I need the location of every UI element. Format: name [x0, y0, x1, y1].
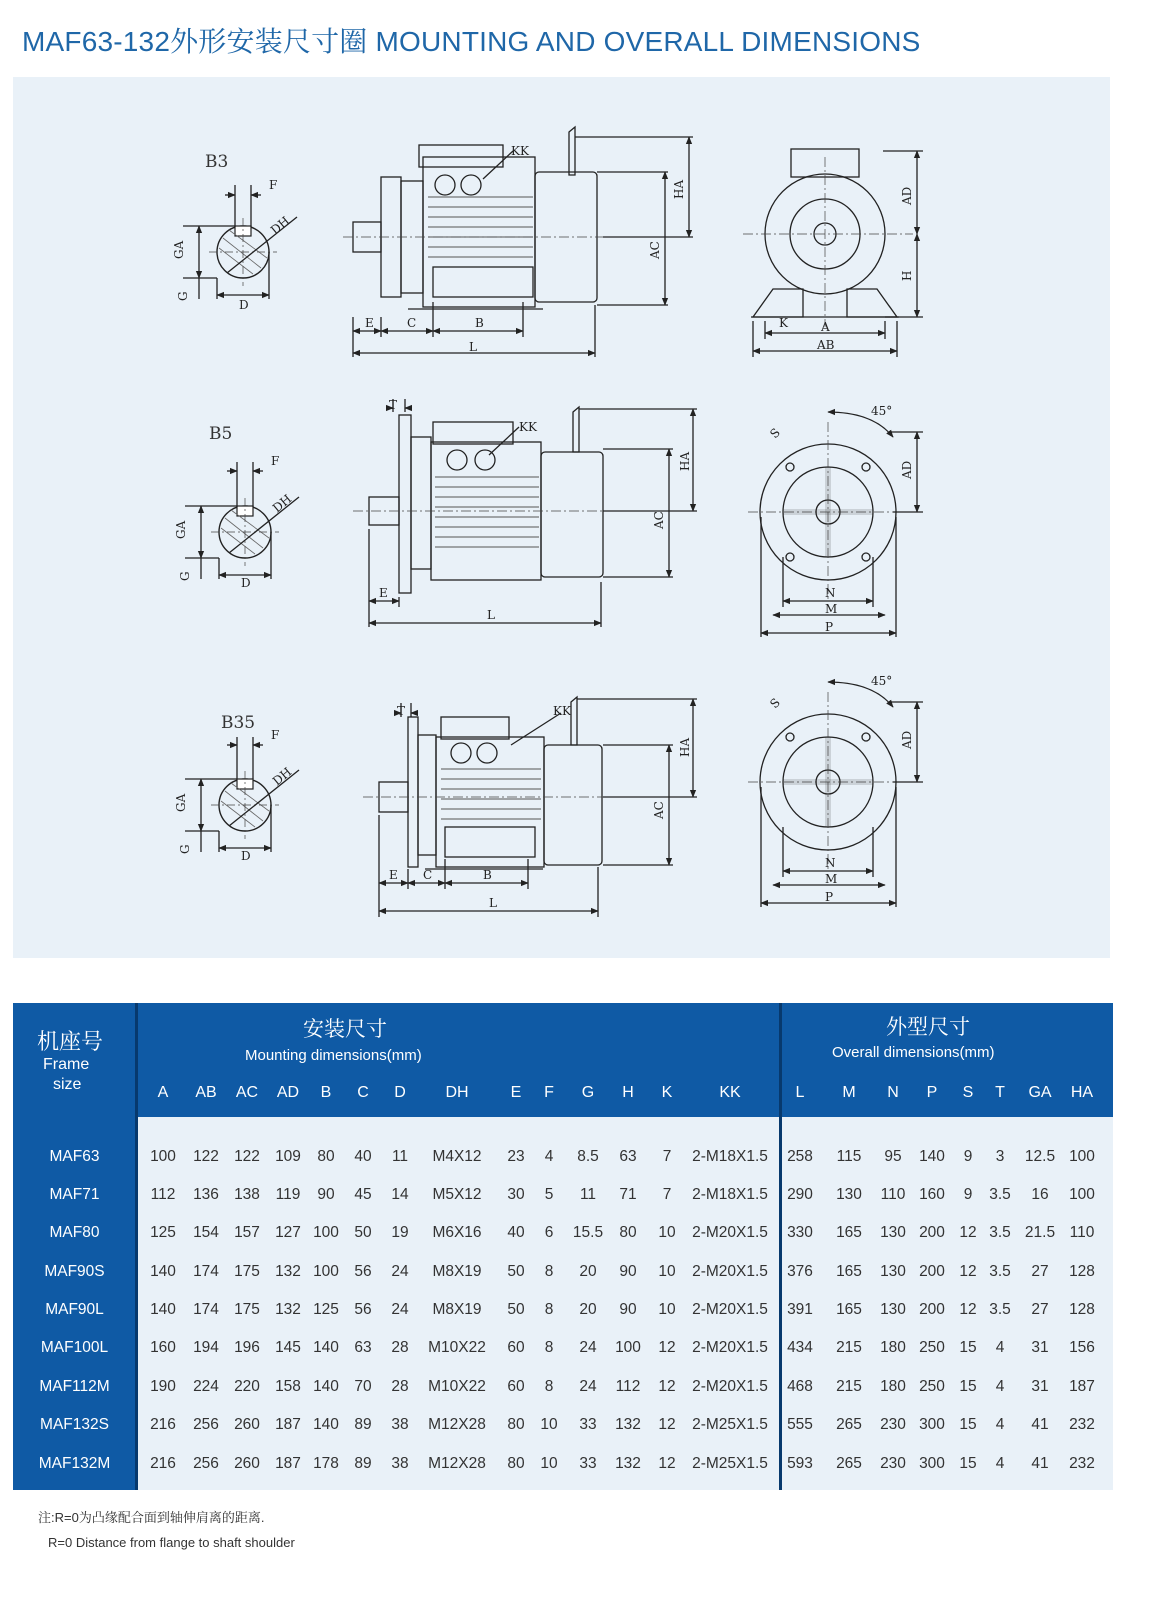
table-cell-d: 14	[391, 1186, 409, 1203]
table-cell-f: 8	[544, 1301, 554, 1318]
column-header-s: S	[962, 1084, 974, 1101]
table-cell-d: 11	[391, 1148, 409, 1165]
frame-size-cell: MAF132M	[38, 1455, 111, 1472]
dim-b-b35: B	[483, 868, 492, 882]
table-cell-dh: M8X19	[432, 1301, 482, 1318]
table-cell-ha: 156	[1069, 1339, 1095, 1356]
table-cell-s: 12	[959, 1224, 977, 1241]
table-cell-e: 60	[507, 1378, 525, 1395]
table-cell-h: 132	[615, 1455, 641, 1472]
table-cell-d: 28	[391, 1378, 409, 1395]
table-cell-e: 80	[507, 1455, 525, 1472]
dim-ad-b5: AD	[900, 460, 914, 479]
table-cell-m: 165	[836, 1224, 862, 1241]
dim-k-b3: K	[779, 316, 788, 330]
table-cell-ad: 187	[275, 1416, 301, 1433]
dim-c-b35: C	[423, 868, 433, 882]
table-cell-k: 12	[658, 1339, 676, 1356]
table-cell-d: 19	[391, 1224, 409, 1241]
overall-header-en: Overall dimensions(mm)	[832, 1044, 995, 1061]
table-cell-l: 555	[787, 1416, 813, 1433]
table-cell-l: 376	[787, 1263, 813, 1280]
table-cell-c: 89	[354, 1455, 372, 1472]
table-cell-f: 4	[544, 1148, 554, 1165]
dim-g-b5: G	[178, 571, 192, 581]
table-cell-m: 165	[836, 1301, 862, 1318]
table-cell-h: 71	[619, 1186, 637, 1203]
table-cell-e: 50	[507, 1263, 525, 1280]
table-cell-h: 80	[619, 1224, 637, 1241]
dim-m-b35: M	[825, 872, 838, 886]
table-cell-s: 9	[963, 1148, 973, 1165]
table-cell-g: 15.5	[572, 1224, 604, 1241]
table-cell-f: 6	[544, 1224, 554, 1241]
table-cell-kk: 2-M18X1.5	[692, 1186, 768, 1203]
table-cell-dh: M10X22	[428, 1339, 486, 1356]
table-cell-a: 216	[150, 1455, 176, 1472]
table-cell-e: 50	[507, 1301, 525, 1318]
table-cell-kk: 2-M25X1.5	[692, 1455, 768, 1472]
table-cell-ab: 174	[193, 1263, 219, 1280]
table-cell-k: 10	[658, 1224, 676, 1241]
table-cell-f: 10	[540, 1416, 558, 1433]
table-cell-m: 130	[836, 1186, 862, 1203]
table-cell-a: 100	[150, 1148, 176, 1165]
table-cell-ab: 174	[193, 1301, 219, 1318]
table-cell-c: 56	[354, 1301, 372, 1318]
column-header-ab: AB	[195, 1084, 217, 1101]
column-header-m: M	[842, 1084, 856, 1101]
dim-ha-b5: HA	[678, 451, 692, 471]
table-cell-s: 15	[959, 1416, 977, 1433]
table-cell-m: 215	[836, 1339, 862, 1356]
table-cell-b: 178	[313, 1455, 339, 1472]
dim-angle-b35: 45°	[871, 674, 893, 688]
table-cell-p: 200	[919, 1301, 945, 1318]
dim-e-b35: E	[389, 868, 398, 882]
table-cell-c: 45	[354, 1186, 372, 1203]
table-cell-d: 24	[391, 1301, 409, 1318]
table-cell-g: 11	[579, 1186, 597, 1203]
column-header-g: G	[581, 1084, 595, 1101]
dim-t-b35: T	[397, 704, 406, 718]
table-cell-b: 140	[313, 1416, 339, 1433]
table-cell-n: 130	[880, 1224, 906, 1241]
column-header-ac: AC	[235, 1084, 259, 1101]
table-cell-d: 38	[391, 1455, 409, 1472]
table-cell-s: 12	[959, 1263, 977, 1280]
table-cell-k: 12	[658, 1378, 676, 1395]
table-cell-ga: 27	[1031, 1301, 1049, 1318]
table-cell-k: 10	[658, 1301, 676, 1318]
table-cell-t: 3.5	[989, 1224, 1011, 1241]
table-cell-m: 265	[836, 1416, 862, 1433]
column-header-h: H	[622, 1084, 634, 1101]
dim-ab-b3: AB	[817, 338, 835, 352]
table-cell-ga: 31	[1031, 1339, 1049, 1356]
table-cell-ga: 12.5	[1024, 1148, 1056, 1165]
table-cell-dh: M8X19	[432, 1263, 482, 1280]
note-en: R=0 Distance from flange to shaft shoulder	[48, 1535, 295, 1550]
dim-f-b35: F	[271, 728, 280, 742]
table-cell-b: 100	[313, 1224, 339, 1241]
dim-p-b35: P	[825, 890, 834, 904]
table-cell-k: 12	[658, 1416, 676, 1433]
note-cn: 注:R=0为凸缘配合面到轴伸肩离的距离.	[38, 1510, 265, 1525]
table-cell-ab: 194	[193, 1339, 219, 1356]
table-cell-a: 190	[150, 1378, 176, 1395]
table-cell-a: 216	[150, 1416, 176, 1433]
table-cell-ab: 122	[193, 1148, 219, 1165]
dim-ac-b35: AC	[652, 801, 666, 819]
table-cell-ad: 158	[275, 1378, 301, 1395]
table-cell-ha: 128	[1069, 1301, 1095, 1318]
column-header-l: L	[795, 1084, 805, 1101]
table-cell-n: 95	[884, 1148, 902, 1165]
table-cell-ad: 127	[275, 1224, 301, 1241]
dim-n-b35: N	[825, 856, 836, 870]
frame-header-cn: 机座号	[37, 1029, 104, 1054]
table-cell-n: 230	[880, 1455, 906, 1472]
table-cell-dh: M5X12	[432, 1186, 482, 1203]
table-cell-t: 3.5	[989, 1263, 1011, 1280]
table-cell-ad: 119	[275, 1186, 301, 1203]
table-cell-dh: M10X22	[428, 1378, 486, 1395]
table-cell-c: 89	[354, 1416, 372, 1433]
table-cell-a: 112	[150, 1186, 176, 1203]
overall-header-cn: 外型尺寸	[886, 1016, 970, 1039]
dim-f-b3: F	[269, 178, 278, 192]
table-cell-ga: 16	[1031, 1186, 1049, 1203]
table-cell-ab: 224	[193, 1378, 219, 1395]
table-cell-f: 8	[544, 1378, 554, 1395]
frame-size-cell: MAF90S	[44, 1263, 105, 1280]
table-cell-a: 125	[150, 1224, 176, 1241]
table-cell-g: 24	[579, 1378, 597, 1395]
table-cell-ga: 41	[1031, 1416, 1049, 1433]
table-cell-ac: 260	[234, 1416, 260, 1433]
dim-d-b5: D	[241, 576, 251, 590]
table-cell-f: 8	[544, 1263, 554, 1280]
dim-a-b3: A	[821, 320, 830, 334]
table-cell-d: 28	[391, 1339, 409, 1356]
dim-ga-b35: GA	[174, 793, 188, 812]
view-label-b5: B5	[209, 424, 233, 444]
table-cell-ha: 187	[1069, 1378, 1095, 1395]
table-cell-dh: M12X28	[428, 1416, 486, 1433]
column-header-ad: AD	[276, 1084, 300, 1101]
table-cell-ac: 260	[234, 1455, 260, 1472]
frame-size-cell: MAF71	[49, 1186, 100, 1203]
dimensions-table	[13, 1003, 1113, 1490]
dim-ac-b3: AC	[648, 241, 662, 259]
dim-m-b5: M	[825, 602, 838, 616]
table-cell-l: 330	[787, 1224, 813, 1241]
dim-s-b35: S	[767, 695, 783, 712]
table-cell-p: 140	[919, 1148, 945, 1165]
table-cell-s: 12	[959, 1301, 977, 1318]
table-cell-m: 115	[836, 1148, 862, 1165]
table-cell-e: 30	[507, 1186, 525, 1203]
frame-header-en2: size	[53, 1076, 82, 1093]
table-cell-t: 4	[995, 1455, 1005, 1472]
table-cell-b: 125	[313, 1301, 339, 1318]
table-cell-ac: 196	[234, 1339, 260, 1356]
table-cell-b: 140	[313, 1339, 339, 1356]
table-cell-g: 33	[579, 1455, 597, 1472]
frame-size-cell: MAF63	[49, 1148, 100, 1165]
table-cell-f: 5	[544, 1186, 554, 1203]
table-cell-ha: 232	[1069, 1416, 1095, 1433]
table-cell-ad: 132	[275, 1301, 301, 1318]
table-cell-dh: M6X16	[432, 1224, 482, 1241]
frame-size-cell: MAF90L	[45, 1301, 104, 1318]
dim-l-b3: L	[469, 340, 477, 354]
dim-ad-b3: AD	[900, 186, 914, 205]
table-cell-kk: 2-M20X1.5	[692, 1378, 768, 1395]
column-header-t: T	[995, 1084, 1005, 1101]
table-cell-ab: 256	[193, 1455, 219, 1472]
dim-b-b3: B	[475, 316, 484, 330]
dim-d-b3: D	[239, 298, 249, 312]
column-header-e: E	[510, 1084, 522, 1101]
table-cell-d: 24	[391, 1263, 409, 1280]
table-cell-h: 63	[619, 1148, 637, 1165]
table-cell-ac: 175	[234, 1263, 260, 1280]
table-cell-g: 8.5	[577, 1148, 599, 1165]
table-cell-l: 258	[787, 1148, 813, 1165]
table-cell-ha: 100	[1069, 1148, 1095, 1165]
frame-size-cell: MAF100L	[40, 1339, 109, 1356]
table-cell-l: 468	[787, 1378, 813, 1395]
table-cell-ha: 100	[1069, 1186, 1095, 1203]
table-cell-g: 20	[579, 1301, 597, 1318]
table-cell-dh: M12X28	[428, 1455, 486, 1472]
dim-dh-b35: DH	[269, 764, 295, 789]
view-label-b35: B35	[221, 713, 256, 733]
column-header-ga: GA	[1028, 1084, 1052, 1101]
table-cell-ga: 31	[1031, 1378, 1049, 1395]
table-cell-k: 7	[662, 1186, 672, 1203]
table-cell-b: 100	[313, 1263, 339, 1280]
dim-kk-b5: KK	[519, 420, 537, 434]
dim-t-b5: T	[389, 398, 398, 412]
table-cell-e: 60	[507, 1339, 525, 1356]
dim-ha-b3: HA	[672, 179, 686, 199]
table-cell-f: 10	[540, 1455, 558, 1472]
table-cell-b: 140	[313, 1378, 339, 1395]
table-cell-s: 15	[959, 1455, 977, 1472]
table-cell-s: 9	[963, 1186, 973, 1203]
table-cell-h: 100	[615, 1339, 641, 1356]
table-cell-c: 50	[354, 1224, 372, 1241]
table-cell-e: 40	[507, 1224, 525, 1241]
table-cell-ab: 136	[193, 1186, 219, 1203]
table-cell-a: 140	[150, 1263, 176, 1280]
table-cell-n: 130	[880, 1301, 906, 1318]
table-cell-h: 90	[619, 1301, 637, 1318]
table-cell-h: 90	[619, 1263, 637, 1280]
table-cell-ga: 21.5	[1024, 1224, 1056, 1241]
table-cell-l: 593	[787, 1455, 813, 1472]
table-cell-t: 3	[995, 1148, 1005, 1165]
table-cell-s: 15	[959, 1339, 977, 1356]
table-cell-k: 7	[662, 1148, 672, 1165]
frame-size-cell: MAF132S	[40, 1416, 109, 1433]
table-cell-l: 290	[787, 1186, 813, 1203]
mounting-header-en: Mounting dimensions(mm)	[245, 1047, 422, 1064]
table-cell-p: 250	[919, 1339, 945, 1356]
table-cell-g: 20	[579, 1263, 597, 1280]
page-title: MAF63-132外形安装尺寸圈 MOUNTING AND OVERALL DIMENSIONS	[22, 26, 921, 57]
column-header-f: F	[544, 1084, 554, 1101]
table-cell-ad: 145	[275, 1339, 301, 1356]
table-cell-p: 200	[919, 1263, 945, 1280]
table-cell-ac: 175	[234, 1301, 260, 1318]
table-cell-ac: 138	[234, 1186, 260, 1203]
view-label-b3: B3	[205, 152, 229, 172]
drawing-panel	[13, 77, 1110, 958]
dim-n-b5: N	[825, 586, 836, 600]
frame-size-cell: MAF80	[49, 1224, 100, 1241]
dim-angle-b5: 45°	[871, 404, 893, 418]
table-cell-h: 112	[615, 1378, 641, 1395]
table-cell-ac: 157	[234, 1224, 260, 1241]
table-cell-p: 300	[919, 1455, 945, 1472]
dim-g-b3: G	[176, 291, 190, 301]
table-cell-dh: M4X12	[432, 1148, 482, 1165]
dim-kk-b3: KK	[511, 144, 529, 158]
column-header-ha: HA	[1070, 1084, 1094, 1101]
table-cell-p: 200	[919, 1224, 945, 1241]
table-cell-h: 132	[615, 1416, 641, 1433]
table-cell-ad: 109	[275, 1148, 301, 1165]
table-cell-ab: 256	[193, 1416, 219, 1433]
table-cell-e: 23	[507, 1148, 525, 1165]
table-cell-t: 4	[995, 1416, 1005, 1433]
dim-p-b5: P	[825, 620, 834, 634]
table-cell-l: 434	[787, 1339, 813, 1356]
dim-g-b35: G	[178, 844, 192, 854]
table-cell-n: 130	[880, 1263, 906, 1280]
table-cell-kk: 2-M20X1.5	[692, 1263, 768, 1280]
table-cell-c: 70	[354, 1378, 372, 1395]
table-cell-l: 391	[787, 1301, 813, 1318]
table-cell-p: 250	[919, 1378, 945, 1395]
table-cell-m: 265	[836, 1455, 862, 1472]
table-cell-p: 300	[919, 1416, 945, 1433]
column-header-b: B	[320, 1084, 332, 1101]
dim-dh-b5: DH	[269, 491, 295, 516]
table-cell-n: 230	[880, 1416, 906, 1433]
table-cell-t: 3.5	[989, 1186, 1011, 1203]
table-cell-b: 80	[317, 1148, 335, 1165]
dim-c-b3: C	[407, 316, 417, 330]
table-cell-n: 110	[880, 1186, 906, 1203]
table-cell-ga: 41	[1031, 1455, 1049, 1472]
dim-d-b35: D	[241, 849, 251, 863]
dim-ad-b35: AD	[900, 730, 914, 749]
table-cell-ac: 122	[234, 1148, 260, 1165]
table-cell-d: 38	[391, 1416, 409, 1433]
table-cell-kk: 2-M20X1.5	[692, 1339, 768, 1356]
table-cell-m: 215	[836, 1378, 862, 1395]
table-cell-c: 56	[354, 1263, 372, 1280]
table-cell-m: 165	[836, 1263, 862, 1280]
table-cell-t: 3.5	[989, 1301, 1011, 1318]
dim-dh-b3: DH	[267, 213, 293, 238]
column-header-a: A	[157, 1084, 169, 1101]
dim-h-b3: H	[900, 270, 914, 281]
table-cell-p: 160	[919, 1186, 945, 1203]
dimension-drawings	[13, 77, 1110, 958]
dim-ga-b5: GA	[174, 520, 188, 539]
table-cell-t: 4	[995, 1378, 1005, 1395]
table-cell-e: 80	[507, 1416, 525, 1433]
column-header-d: D	[394, 1084, 406, 1101]
table-cell-a: 160	[150, 1339, 176, 1356]
table-cell-ad: 132	[275, 1263, 301, 1280]
table-cell-g: 24	[579, 1339, 597, 1356]
dim-ha-b35: HA	[678, 737, 692, 757]
table-cell-ad: 187	[275, 1455, 301, 1472]
dim-e-b5: E	[379, 586, 388, 600]
table-cell-ac: 220	[234, 1378, 260, 1395]
frame-size-cell: MAF112M	[39, 1378, 110, 1395]
table-cell-n: 180	[880, 1339, 906, 1356]
table-cell-t: 4	[995, 1339, 1005, 1356]
column-header-kk: KK	[719, 1084, 741, 1101]
dim-kk-b35: KK	[553, 704, 571, 718]
frame-header-en1: Frame	[43, 1056, 90, 1073]
column-header-k: K	[661, 1084, 673, 1101]
dim-l-b5: L	[487, 608, 495, 622]
dim-l-b35: L	[489, 896, 497, 910]
table-cell-ha: 128	[1069, 1263, 1095, 1280]
table-cell-ha: 110	[1069, 1224, 1095, 1241]
table-cell-kk: 2-M20X1.5	[692, 1224, 768, 1241]
table-cell-f: 8	[544, 1339, 554, 1356]
column-header-c: C	[357, 1084, 369, 1101]
column-header-p: P	[926, 1084, 938, 1101]
table-cell-ha: 232	[1069, 1455, 1095, 1472]
table-cell-ga: 27	[1031, 1263, 1049, 1280]
dim-ga-b3: GA	[172, 240, 186, 259]
table-cell-s: 15	[959, 1378, 977, 1395]
table-cell-b: 90	[317, 1186, 335, 1203]
table-cell-kk: 2-M25X1.5	[692, 1416, 768, 1433]
table-cell-g: 33	[579, 1416, 597, 1433]
table-cell-a: 140	[150, 1301, 176, 1318]
table-cell-c: 40	[354, 1148, 372, 1165]
mounting-header-cn: 安装尺寸	[303, 1018, 387, 1041]
dim-f-b5: F	[271, 454, 280, 468]
table-cell-kk: 2-M20X1.5	[692, 1301, 768, 1318]
table-cell-k: 12	[658, 1455, 676, 1472]
dim-e-b3: E	[365, 316, 374, 330]
dim-s-b5: S	[767, 425, 783, 442]
column-header-n: N	[887, 1084, 899, 1101]
table-cell-k: 10	[658, 1263, 676, 1280]
table-cell-c: 63	[354, 1339, 372, 1356]
table-cell-kk: 2-M18X1.5	[692, 1148, 768, 1165]
column-header-dh: DH	[445, 1084, 469, 1101]
table-cell-ab: 154	[193, 1224, 219, 1241]
dim-ac-b5: AC	[652, 511, 666, 529]
table-cell-n: 180	[880, 1378, 906, 1395]
